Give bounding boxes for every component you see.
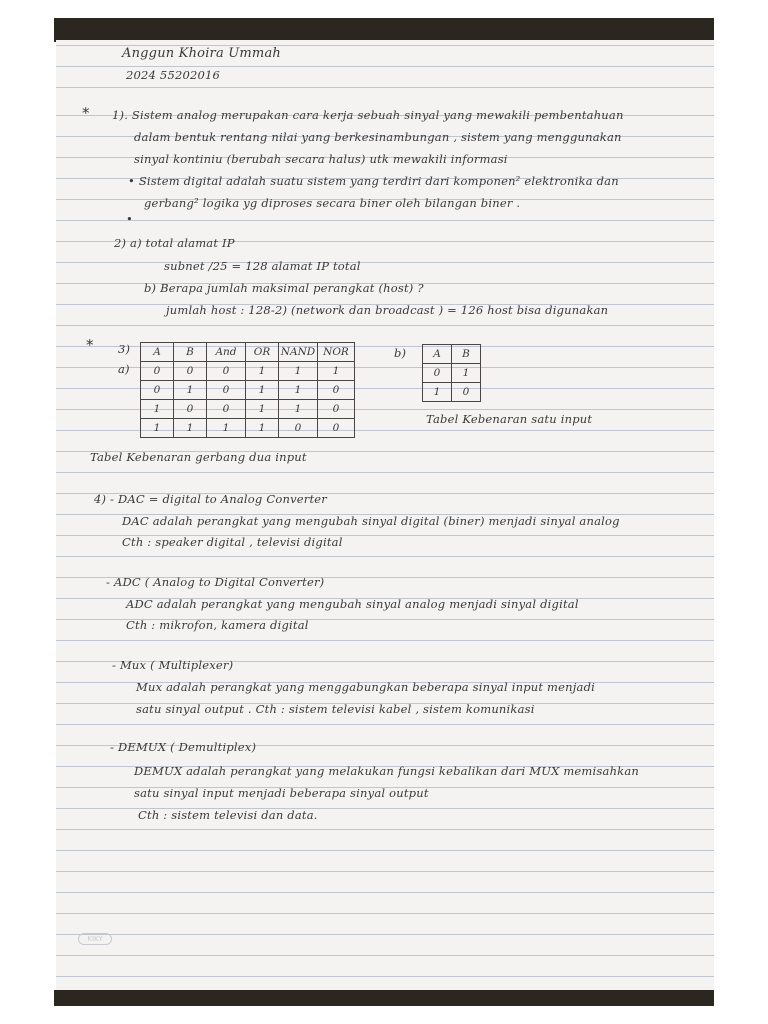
table-cell: 0 [174,362,207,381]
q3-label-a: a) [118,362,130,376]
header-nand: NAND [279,343,318,362]
q1-line-4: • Sistem digital adalah suatu sistem yang terdiri dari komponen² elektronika dan [128,174,619,188]
q2-a-line: subnet /25 = 128 alamat IP total [164,259,361,273]
q4-adc-title: - ADC ( Analog to Digital Converter) [106,575,325,589]
table-row [141,419,355,438]
header-or: OR [246,343,279,362]
table-cell: 0 [174,400,207,419]
table-cell: 1 [246,362,279,381]
q4-mux-title: - Mux ( Multiplexer) [112,658,234,672]
truth-table-two-input [140,342,355,438]
q4-dac-line-2: Cth : speaker digital , televisi digital [122,535,343,549]
table-cell: 0 [318,400,355,419]
header-b: B [174,343,207,362]
q1-line-3: sinyal kontiniu (berubah secara halus) utk mewakili informasi [134,152,508,166]
student-nim: 2024 55202016 [126,68,221,82]
table-cell: 1 [246,419,279,438]
q4-dac-title: 4) - DAC = digital to Analog Converter [94,492,328,506]
q4-dac-line-1: DAC adalah perangkat yang mengubah sinyal digital (biner) menjadi sinyal analog [122,514,620,528]
table-cell: 0 [279,419,318,438]
table-cell: 0 [207,400,246,419]
q4-adc-line-2: Cth : mikrofon, kamera digital [126,618,309,632]
desk-surface-top [54,18,714,42]
q4-mux-line-1: Mux adalah perangkat yang menggabungkan beberapa sinyal input menjadi [136,680,596,694]
q4-demux-line-2: satu sinyal input menjadi beberapa sinyal output [134,786,429,800]
table-cell: 1 [279,362,318,381]
q2-b-line: jumlah host : 128-2) (network dan broadcast ) = 126 host bisa digunakan [166,303,609,317]
table-cell: 1 [141,400,174,419]
table-cell: 1 [318,362,355,381]
table-cell: 1 [279,381,318,400]
q4-mux-line-2: satu sinyal output . Cth : sistem televisi kabel , sistem komunikasi [136,702,535,716]
table-row [423,364,481,383]
table-cell: 0 [318,381,355,400]
q3-label-b: b) [394,346,407,360]
header-b: B [452,345,481,364]
table-header-row [423,345,481,364]
table-cell: 0 [452,383,481,402]
q3-number: 3) [118,342,131,356]
q1-empty-bullet: • [126,212,133,226]
table-row [141,400,355,419]
header-and: And [207,343,246,362]
table-row [423,383,481,402]
q2-a-title: 2) a) total alamat IP [114,236,235,250]
q4-demux-title: - DEMUX ( Demultiplex) [110,740,257,754]
table-cell: 1 [174,381,207,400]
table-cell: 1 [207,419,246,438]
q1-line-2: dalam bentuk rentang nilai yang berkesinambungan , sistem yang menggunakan [134,130,622,144]
header-a: A [423,345,452,364]
q4-demux-line-1: DEMUX adalah perangkat yang melakukan fungsi kebalikan dari MUX memisahkan [134,764,640,778]
table-cell: 0 [423,364,452,383]
question-1-marker: * [82,104,90,122]
table-cell: 1 [279,400,318,419]
table-cell: 1 [423,383,452,402]
q1-line-5: gerbang² logika yg diproses secara biner oleh bilangan biner . [144,196,521,210]
table-cell: 1 [141,419,174,438]
table-cell: 0 [318,419,355,438]
table-cell: 1 [246,400,279,419]
table-cell: 0 [141,362,174,381]
student-name: Anggun Khoira Ummah [122,46,281,61]
table-header-row [141,343,355,362]
table-row [141,362,355,381]
table-row [141,381,355,400]
page-stamp: KIKY [78,933,112,945]
table-cell: 0 [207,362,246,381]
q2-b-title: b) Berapa jumlah maksimal perangkat (host) ? [144,281,424,295]
truth-table-one-input [422,344,481,402]
table-cell: 1 [246,381,279,400]
q4-demux-line-3: Cth : sistem televisi dan data. [138,808,318,822]
q1-line-1: 1). Sistem analog merupakan cara kerja sebuah sinyal yang mewakili pembentahuan [112,108,624,122]
table-cell: 0 [141,381,174,400]
caption-two-input: Tabel Kebenaran gerbang dua input [90,450,307,464]
table-cell: 1 [174,419,207,438]
header-nor: NOR [318,343,355,362]
caption-one-input: Tabel Kebenaran satu input [426,412,593,426]
table-cell: 1 [452,364,481,383]
notebook-page [56,40,714,992]
q4-adc-line-1: ADC adalah perangkat yang mengubah sinyal analog menjadi sinyal digital [126,597,579,611]
header-a: A [141,343,174,362]
question-3-marker: * [86,336,94,354]
desk-surface-bottom [54,990,714,1006]
table-cell: 0 [207,381,246,400]
